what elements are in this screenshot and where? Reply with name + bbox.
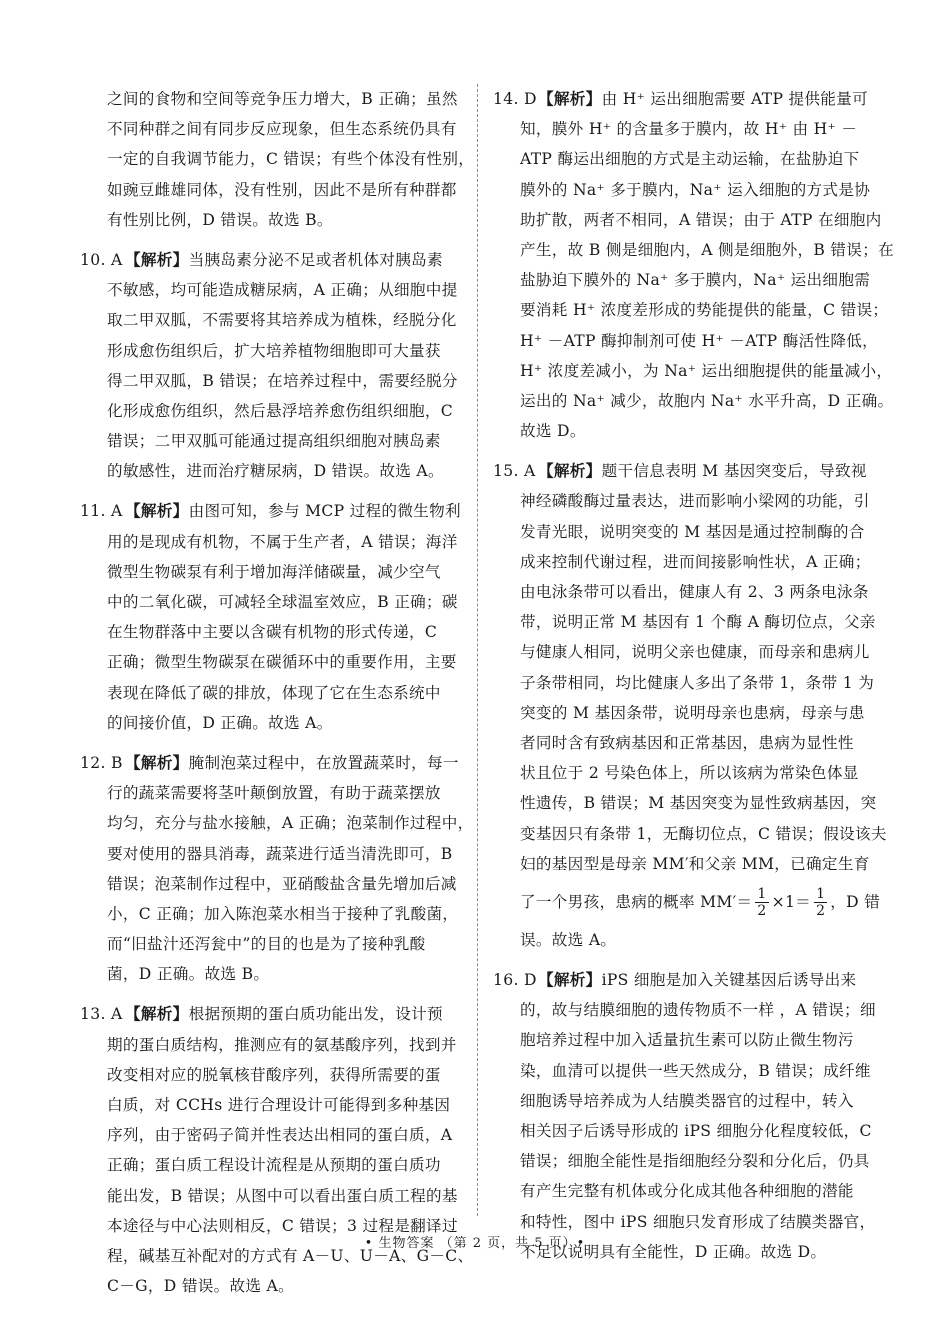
answer-line: 和特性，图中 iPS 细胞只发育形成了结膜类器官， [520, 1212, 876, 1231]
fraction-numerator: 1 [757, 886, 767, 903]
answer-line: 染，血清可以提供一些天然成分，B 错误；成纤维 [520, 1061, 871, 1080]
question-gap [493, 955, 873, 965]
continued-text-line: 不同种群之间有同步反应现象，但生态系统仍具有 [107, 120, 457, 139]
analysis-tag: 【解析】 [125, 249, 189, 269]
answer-line: 的，故与结膜细胞的遗传物质不一样 ，A 错误；细 [520, 1001, 876, 1020]
question-number: 16. D [493, 971, 537, 990]
answer-line: 妇的基因型是母亲 MM′和父亲 MM，已确定生育 [520, 854, 870, 873]
answer-line: 的敏感性，进而治疗糖尿病，D 错误。故选 A。 [107, 462, 444, 481]
question-block [493, 84, 894, 446]
answer-text: iPS 细胞是加入关键基因后诱导出来 [601, 971, 857, 990]
answer-line: 能出发，B 错误；从图中可以看出蛋白质工程的基 [107, 1186, 458, 1205]
formula-text: ×1＝ [771, 892, 812, 911]
question-number: 15. A [493, 462, 536, 481]
fraction-denominator: 2 [757, 903, 767, 920]
question-number: 12. B [80, 753, 123, 772]
answer-line: 胞培养过程中加入适量抗生素可以防止微生物污 [520, 1031, 854, 1050]
answer-line: 菌，D 正确。故选 B。 [107, 965, 270, 984]
question-first-line [80, 748, 462, 778]
answer-line: 改变相对应的脱氧核苷酸序列，获得所需要的蛋 [107, 1065, 441, 1084]
answer-line: ATP 酶运出细胞的方式是主动运输，在盐胁迫下 [520, 150, 860, 169]
question-block [493, 456, 887, 955]
fraction-numerator: 1 [816, 886, 826, 903]
formula-text: 了一个男孩，患病的概率 MM′＝ [520, 892, 753, 911]
question-block [493, 965, 876, 1267]
fraction [755, 886, 768, 919]
continued-text-line: 之间的食物和空间等竞争压力增大，B 正确；虽然 [107, 90, 458, 108]
continued-text-line: 如豌豆雌雄同体，没有性别，因此不是所有种群都 [107, 180, 457, 199]
answer-line: 程，碱基互补配对的方式有 A－U、U－A、G－C、 [107, 1246, 474, 1265]
analysis-tag: 【解析】 [125, 501, 189, 521]
answer-line: 取二甲双胍，不需要将其培养成为植株，经脱分化 [107, 311, 457, 330]
answer-text: 根据预期的蛋白质功能出发，设计预 [188, 1005, 443, 1024]
answer-line: 运出的 Na⁺ 减少，故胞内 Na⁺ 水平升高，D 正确。 [520, 391, 894, 410]
question-gap [80, 1301, 462, 1311]
analysis-tag: 【解析】 [125, 1004, 189, 1024]
question-number: 10. A [80, 250, 123, 269]
answer-line: 本途径与中心法则相反，C 错误；3 过程是翻译过 [107, 1216, 458, 1235]
answer-line: 中的二氧化碳，可减轻全球温室效应，B 正确；碳 [107, 593, 458, 611]
fraction-denominator: 2 [816, 903, 826, 920]
answer-line: 神经磷酸酶过量表达，进而影响小梁网的功能，引 [520, 492, 870, 511]
column-divider [477, 84, 478, 1216]
answer-line: 而“旧盐汁还泻瓮中”的目的也是为了接种乳酸 [107, 935, 426, 954]
analysis-tag: 【解析】 [538, 461, 602, 481]
question-gap [80, 989, 462, 999]
question-number: 14. D [493, 90, 537, 108]
question-first-line [80, 496, 462, 526]
question-block [80, 496, 462, 738]
answer-line: 不敏感，均可能造成糖尿病，A 正确；从细胞中提 [107, 281, 458, 300]
answer-line: 序列，由于密码子简并性表达出相同的蛋白质，A [107, 1126, 453, 1145]
answer-line: 由电泳条带可以看出，健康人有 2、3 两条电泳条 [520, 583, 869, 601]
answer-line: 突变的 M 基因条带，说明母亲也患病，母亲与患 [520, 703, 865, 722]
answer-line: 子条带相同，均比健康人多出了条带 1，条带 1 为 [520, 673, 875, 692]
answer-line: 膜外的 Na⁺ 多于膜内，Na⁺ 运入细胞的方式是协 [520, 180, 871, 199]
question-block [80, 999, 474, 1301]
question-first-line [493, 965, 873, 995]
answer-line: 与健康人相同，说明父亲也健康，而母亲和患病儿 [520, 643, 870, 662]
answer-line: 用的是现成有机物，不属于生产者，A 错误；海洋 [107, 532, 458, 551]
answer-text: 当胰岛素分泌不足或者机体对胰岛素 [188, 250, 443, 269]
answer-line: 产生，故 B 侧是细胞内，A 侧是细胞外，B 错误；在 [520, 240, 894, 259]
answer-line: 细胞诱导培养成为人结膜类器官的过程中，转入 [520, 1091, 854, 1110]
question-block [80, 245, 462, 487]
answer-line: 要对使用的器具消毒，蔬菜进行适当清洗即可，B [107, 844, 453, 863]
formula-line [493, 879, 881, 925]
answer-line: 要消耗 H⁺ 浓度差形成的势能提供的能量，C 错误； [520, 301, 889, 320]
answer-line: 正确；微型生物碳泵在碳循环中的重要作用，主要 [107, 653, 457, 672]
answer-line: 助扩散，两者不相同，A 错误；由于 ATP 在细胞内 [520, 210, 882, 229]
answer-line: 误。故选 A。 [520, 930, 617, 949]
question-gap [493, 446, 873, 456]
question-first-line [493, 84, 873, 114]
answer-line: 得二甲双胍，B 错误；在培养过程中，需要经脱分 [107, 371, 458, 390]
analysis-tag: 【解析】 [125, 752, 189, 772]
answer-line: H⁺ 浓度差减小，为 Na⁺ 运出细胞提供的能量减小， [520, 361, 893, 380]
answer-line: 者同时含有致病基因和正常基因，患病为显性性 [520, 733, 854, 752]
question-gap [80, 235, 462, 245]
answer-line: 正确；蛋白质工程设计流程是从预期的蛋白质功 [107, 1156, 441, 1175]
page-footer: • 生物答案 （第 2 页，共 5 页）• [364, 1236, 586, 1251]
answer-text: 由图可知，参与 MCP 过程的微生物利 [188, 502, 461, 521]
answer-line: 带，说明正常 M 基因有 1 个酶 A 酶切位点，父亲 [520, 613, 876, 632]
question-gap [493, 1267, 873, 1277]
answer-text: 题干信息表明 M 基因突变后，导致视 [601, 462, 867, 481]
question-first-line [80, 999, 462, 1029]
answer-line: 行的蔬菜需要将茎叶颠倒放置，有助于蔬菜摆放 [107, 784, 441, 803]
answer-line: 形成愈伤组织后，扩大培养植物细胞即可大量获 [107, 341, 441, 360]
answer-line: 白质，对 CCHs 进行合理设计可能得到多种基因 [107, 1096, 451, 1114]
answer-line: 状且位于 2 号染色体上，所以该病为常染色体显 [520, 764, 859, 783]
question-first-line [80, 245, 462, 275]
answer-line: 化形成愈伤组织，然后悬浮培养愈伤组织细胞，C [107, 401, 454, 420]
answer-line: 性遗传，B 错误；M 基因突变为显性致病基因，突 [520, 794, 877, 813]
answer-line: 小，C 正确；加入陈泡菜水相当于接种了乳酸菌， [107, 904, 459, 923]
fraction [814, 886, 827, 919]
answer-line: 均匀，充分与盐水接触，A 正确；泡菜制作过程中， [107, 814, 474, 833]
formula-text: ，D 错 [830, 892, 881, 911]
answer-line: 相关因子后诱导形成的 iPS 细胞分化程度较低，C [520, 1122, 872, 1140]
question-first-line [493, 456, 873, 486]
right-column [493, 84, 894, 1277]
question-gap [80, 738, 462, 748]
answer-line: 的间接价值，D 正确。故选 A。 [107, 713, 333, 732]
answer-text: 由 H⁺ 运出细胞需要 ATP 提供能量可 [601, 90, 868, 108]
answer-line: 期的蛋白质结构，推测应有的氨基酸序列，找到并 [107, 1035, 457, 1054]
continued-text-line: 一定的自我调节能力，C 错误；有些个体没有性别， [107, 150, 475, 169]
answer-line: H⁺ －ATP 酶抑制剂可使 H⁺ －ATP 酶活性降低， [520, 331, 879, 350]
answer-line: 知，膜外 H⁺ 的含量多于膜内，故 H⁺ 由 H⁺ － [520, 120, 858, 139]
question-number: 11. A [80, 502, 123, 521]
question-block [80, 748, 474, 990]
continued-text-line: 有性别比例，D 错误。故选 B。 [107, 210, 333, 229]
answer-line: 故选 D。 [520, 422, 586, 441]
answer-line: 错误；泡菜制作过程中，亚硝酸盐含量先增加后减 [107, 874, 457, 893]
question-gap [80, 486, 462, 496]
answer-line: 错误；二甲双胍可能通过提高组织细胞对胰岛素 [107, 432, 441, 451]
answer-text: 腌制泡菜过程中，在放置蔬菜时，每一 [188, 753, 459, 772]
analysis-tag: 【解析】 [538, 89, 602, 108]
answer-line: 盐胁迫下膜外的 Na⁺ 多于膜内，Na⁺ 运出细胞需 [520, 271, 871, 290]
answer-line: 错误；细胞全能性是指细胞经分裂和分化后，仍具 [520, 1152, 870, 1171]
answer-line: 发青光眼，说明突变的 M 基因是通过控制酶的合 [520, 522, 865, 541]
answer-line: 变基因只有条带 1，无酶切位点，C 错误；假设该夫 [520, 824, 887, 843]
analysis-tag: 【解析】 [538, 970, 602, 990]
answer-line: 有产生完整有机体或分化成其他各种细胞的潜能 [520, 1182, 854, 1201]
question-number: 13. A [80, 1005, 123, 1024]
answer-line: 微型生物碳泵有利于增加海洋储碳量，减少空气 [107, 562, 441, 581]
answer-line: 不足以说明具有全能性，D 正确。故选 D。 [520, 1242, 827, 1261]
answer-line: 在生物群落中主要以含碳有机物的形式传递，C [107, 623, 438, 642]
answer-line: C－G，D 错误。故选 A。 [107, 1277, 295, 1296]
answer-line: 成来控制代谢过程，进而间接影响性状，A 正确； [520, 552, 871, 571]
answer-line: 表现在降低了碳的排放，体现了它在生态系统中 [107, 683, 441, 702]
